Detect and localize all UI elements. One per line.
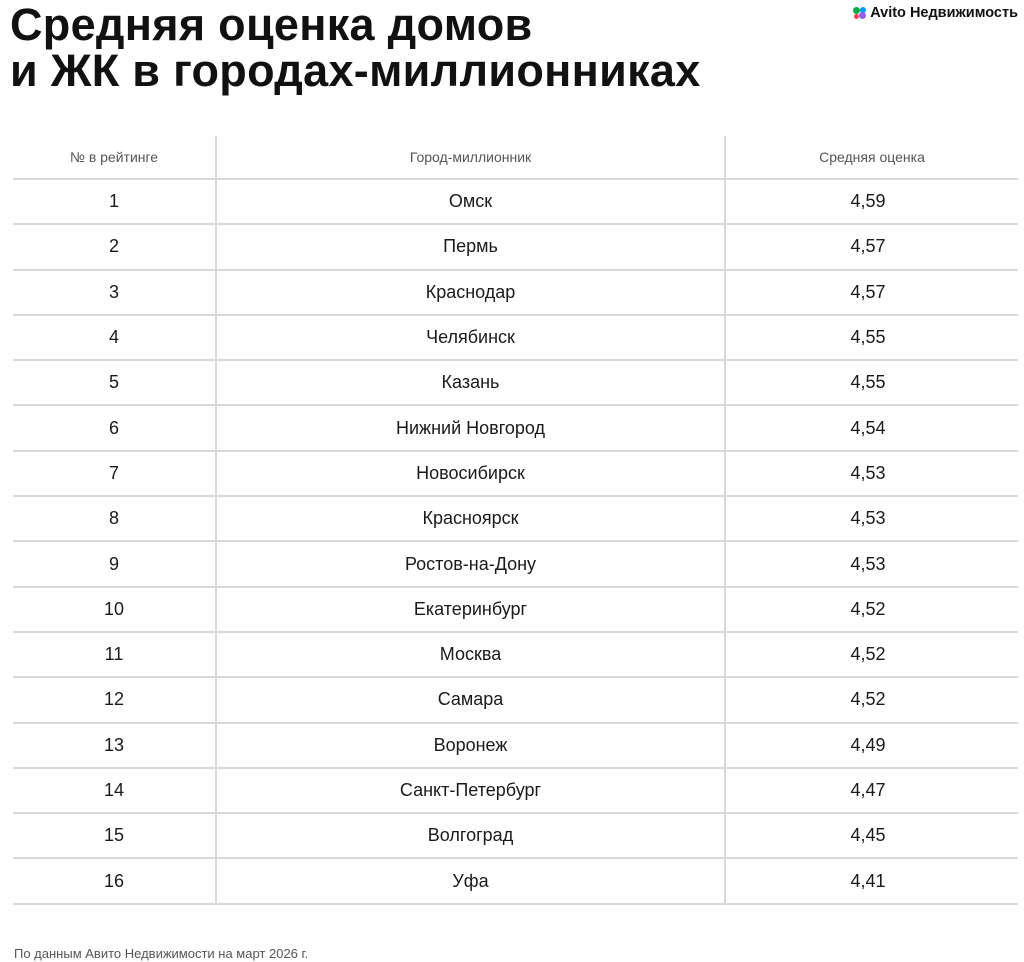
logo-dot-purple xyxy=(859,12,866,19)
avito-logo-icon xyxy=(853,6,867,20)
brand-label: Avito Недвижимость xyxy=(870,5,1018,21)
rating-table-body xyxy=(13,179,1018,904)
city-cell: Новосибирск xyxy=(216,451,725,496)
city-cell: Челябинск xyxy=(216,315,725,360)
table-row xyxy=(13,541,1018,586)
table-row xyxy=(13,496,1018,541)
score-cell: 4,53 xyxy=(725,496,1018,541)
score-cell: 4,52 xyxy=(725,677,1018,722)
table-row xyxy=(13,451,1018,496)
city-cell: Ростов-на-Дону xyxy=(216,541,725,586)
rank-cell: 5 xyxy=(13,360,216,405)
footnote: По данным Авито Недвижимости на март 2026 г. xyxy=(14,946,309,961)
table-row xyxy=(13,360,1018,405)
table-row xyxy=(13,813,1018,858)
score-cell: 4,57 xyxy=(725,270,1018,315)
rank-cell: 14 xyxy=(13,768,216,813)
rank-cell: 13 xyxy=(13,723,216,768)
rank-cell: 6 xyxy=(13,405,216,450)
title-line-1: Средняя оценка домов xyxy=(10,0,533,50)
city-cell: Омск xyxy=(216,179,725,224)
city-cell: Нижний Новгород xyxy=(216,405,725,450)
score-cell: 4,59 xyxy=(725,179,1018,224)
score-cell: 4,55 xyxy=(725,360,1018,405)
table-row xyxy=(13,768,1018,813)
table-row xyxy=(13,405,1018,450)
score-cell: 4,49 xyxy=(725,723,1018,768)
city-cell: Краснодар xyxy=(216,270,725,315)
city-cell: Санкт-Петербург xyxy=(216,768,725,813)
score-cell: 4,54 xyxy=(725,405,1018,450)
city-cell: Самара xyxy=(216,677,725,722)
city-cell: Уфа xyxy=(216,858,725,903)
city-cell: Москва xyxy=(216,632,725,677)
city-cell: Волгоград xyxy=(216,813,725,858)
score-cell: 4,41 xyxy=(725,858,1018,903)
table-row xyxy=(13,270,1018,315)
score-cell: 4,52 xyxy=(725,587,1018,632)
table-row xyxy=(13,723,1018,768)
score-cell: 4,52 xyxy=(725,632,1018,677)
city-cell: Пермь xyxy=(216,224,725,269)
rank-cell: 16 xyxy=(13,858,216,903)
title-line-2: и ЖК в городах-миллионниках xyxy=(10,45,701,96)
table-row xyxy=(13,315,1018,360)
header-score: Средняя оценка xyxy=(725,136,1018,179)
rank-cell: 8 xyxy=(13,496,216,541)
brand-logo xyxy=(853,5,1018,21)
city-cell: Екатеринбург xyxy=(216,587,725,632)
rank-cell: 15 xyxy=(13,813,216,858)
rank-cell: 2 xyxy=(13,224,216,269)
rank-cell: 9 xyxy=(13,541,216,586)
score-cell: 4,57 xyxy=(725,224,1018,269)
city-cell: Казань xyxy=(216,360,725,405)
city-cell: Красноярск xyxy=(216,496,725,541)
score-cell: 4,53 xyxy=(725,451,1018,496)
table-row xyxy=(13,858,1018,903)
rank-cell: 7 xyxy=(13,451,216,496)
score-cell: 4,55 xyxy=(725,315,1018,360)
table-row xyxy=(13,587,1018,632)
table-row xyxy=(13,632,1018,677)
table-row xyxy=(13,224,1018,269)
rank-cell: 11 xyxy=(13,632,216,677)
score-cell: 4,47 xyxy=(725,768,1018,813)
table-row xyxy=(13,179,1018,224)
rank-cell: 10 xyxy=(13,587,216,632)
rank-cell: 1 xyxy=(13,179,216,224)
table-header-row xyxy=(13,136,1018,179)
page-title xyxy=(10,2,701,94)
rank-cell: 12 xyxy=(13,677,216,722)
city-cell: Воронеж xyxy=(216,723,725,768)
table-row xyxy=(13,677,1018,722)
rank-cell: 4 xyxy=(13,315,216,360)
rank-cell: 3 xyxy=(13,270,216,315)
header-city: Город-миллионник xyxy=(216,136,725,179)
score-cell: 4,45 xyxy=(725,813,1018,858)
score-cell: 4,53 xyxy=(725,541,1018,586)
header-rank: № в рейтинге xyxy=(13,136,216,179)
rating-table xyxy=(13,136,1018,905)
